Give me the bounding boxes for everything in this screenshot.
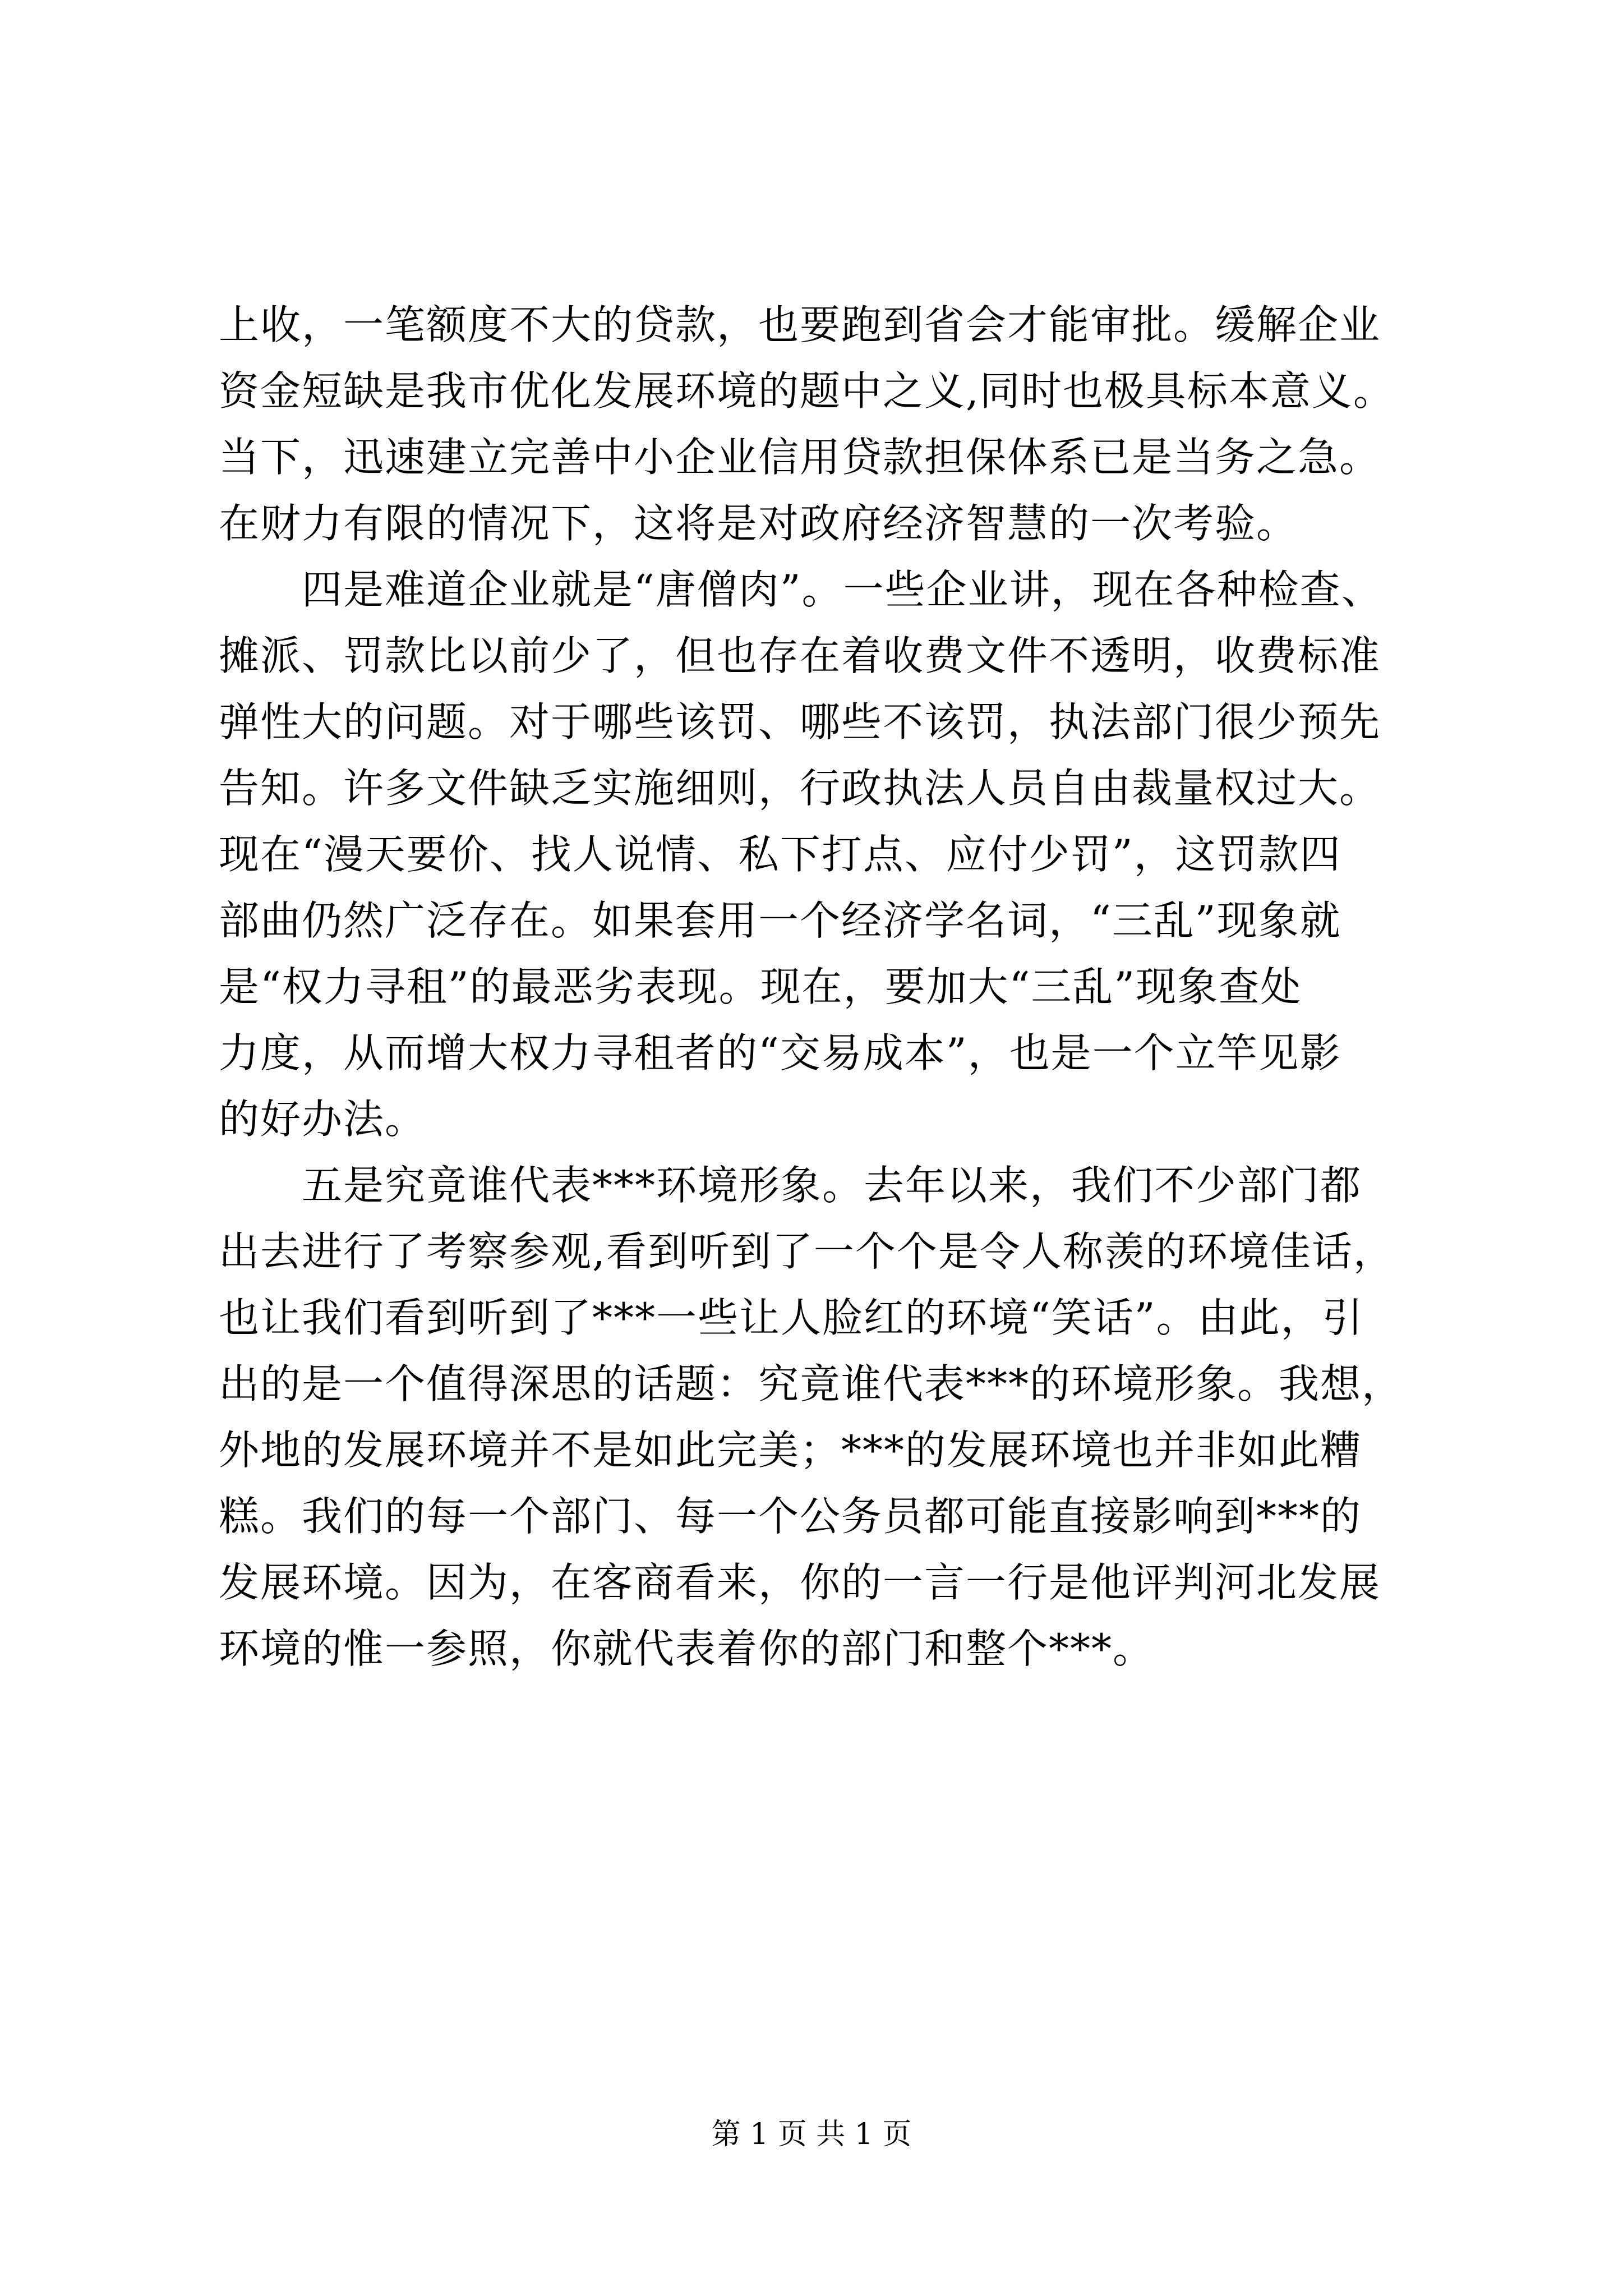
text-line: 当下，迅速建立完善中小企业信用贷款担保体系已是当务之急。 — [219, 434, 1381, 481]
text-line: 现在“漫天要价、找人说情、私下打点、应付少罚”，这罚款四 — [219, 831, 1341, 878]
text-line: 出的是一个值得深思的话题：究竟谁代表***的环境形象。我想， — [219, 1360, 1404, 1407]
text-line: 在财力有限的情况下，这将是对政府经济智慧的一次考验。 — [219, 500, 1298, 547]
text-line: 资金短缺是我市优化发展环境的题中之义,同时也极具标本意义。 — [219, 367, 1395, 415]
page-footer: 第 1 页 共 1 页 — [711, 2118, 912, 2151]
body-text — [219, 292, 1424, 1682]
text-line: 糕。我们的每一个部门、每一个公务员都可能直接影响到***的 — [219, 1493, 1362, 1540]
text-line: 发展环境。因为，在客商看来，你的一言一行是他评判河北发展 — [219, 1559, 1381, 1606]
text-line: 是“权力寻租”的最恶劣表现。现在，要加大“三乱”现象查处 — [219, 963, 1302, 1010]
text-line: 的好办法。 — [219, 1096, 427, 1143]
text-line: 上收，一笔额度不大的贷款，也要跑到省会才能审批。缓解企业 — [219, 301, 1381, 348]
paragraph-start-line: 五是究竟谁代表***环境形象。去年以来，我们不少部门都 — [219, 1162, 1362, 1209]
text-line: 外地的发展环境并不是如此完美；***的发展环境也并非如此糟 — [219, 1427, 1362, 1474]
text-line: 也让我们看到听到了***一些让人脸红的环境“笑话”。由此，引 — [219, 1294, 1364, 1341]
text-line: 部曲仍然广泛存在。如果套用一个经济学名词，“三乱”现象就 — [219, 897, 1341, 944]
text-line: 弹性大的问题。对于哪些该罚、哪些不该罚，执法部门很少预先 — [219, 698, 1381, 746]
text-line: 告知。许多文件缺乏实施细则，行政执法人员自由裁量权过大。 — [219, 765, 1381, 812]
text-line: 摊派、罚款比以前少了，但也存在着收费文件不透明，收费标准 — [219, 632, 1381, 679]
text-line: 力度，从而增大权力寻租者的“交易成本”，也是一个立竿见影 — [219, 1029, 1341, 1076]
text-line: 环境的惟一参照，你就代表着你的部门和整个***。 — [219, 1625, 1155, 1672]
text-line: 出去进行了考察参观,看到听到了一个个是令人称羡的环境佳话， — [219, 1228, 1395, 1275]
paragraph-start-line: 四是难道企业就是“唐僧肉”。一些企业讲，现在各种检查、 — [219, 566, 1383, 613]
